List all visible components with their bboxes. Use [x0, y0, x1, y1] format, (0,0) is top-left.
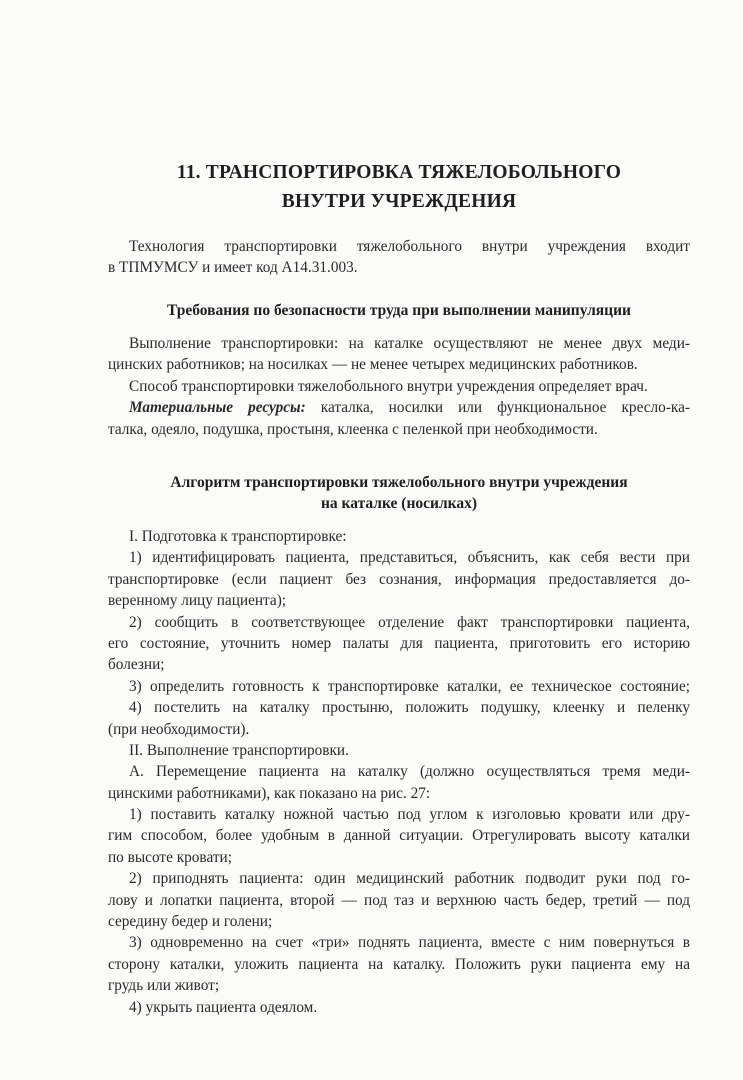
text-line: 1) идентифицировать пациента, представиться, объяснить, как себя вести при [129, 549, 690, 567]
text-line: Выполнение транспортировки: на каталке осуществляют не менее двух меди- [129, 335, 690, 352]
text-line: А. Перемещение пациента на каталку (должно осуществляться тремя меди- [129, 763, 690, 781]
text-line [108, 397, 690, 418]
safety-paragraph [108, 333, 690, 440]
text-line: его состояние, уточнить номер палаты для пациента, приготовить его историю [108, 634, 690, 652]
text-line: транспортировке (если пациент без сознания, информация предоставляется до- [108, 570, 690, 588]
text-line: болезни; [108, 656, 165, 674]
text-line: веренному лицу пациента); [108, 592, 287, 610]
text-line: 2) сообщить в соответствующее отделение факт транспортировки пациента, [129, 613, 690, 631]
text-line: 3) определить готовность к транспортировке каталки, ее техническое состояние; [129, 677, 690, 695]
text-line: гим способом, более удобным в данной ситуации. Отрегулировать высоту каталки [108, 827, 690, 845]
text-line: по высоте кровати; [108, 848, 232, 866]
text-line: цинскими работниками), как показано на рис. 27: [108, 784, 431, 802]
text-line: 4) постелить на каталку простыню, положить подушку, клеенку и пеленку [129, 699, 690, 717]
text-line: цинских работников; на носилках — не менее четырех медицинских работников. [108, 356, 638, 374]
resources-text: каталка, носилки или функциональное кресло-ка- [305, 399, 690, 417]
text-line: талка, одеяло, подушка, простыня, клеенка с пеленкой при необходимости. [108, 420, 598, 438]
text-line: середину бедер и голени; [108, 913, 273, 931]
text-line: 1) поставить каталку ножной частью под углом к изголовью кровати или дру- [129, 806, 690, 824]
algorithm-heading-line-2: на каталке (носилках) [321, 495, 477, 512]
algorithm-heading-line-1: Алгоритм транспортировки тяжелобольного внутри учреждения [170, 474, 628, 491]
safety-heading: Требования по безопасности труда при выполнении манипуляции [167, 302, 631, 319]
text-line: Способ транспортировки тяжелобольного внутри учреждения определяет врач. [129, 377, 648, 395]
chapter-title-line-2: ВНУТРИ УЧРЕЖДЕНИЯ [281, 191, 517, 212]
text-line: 4) укрыть пациента одеялом. [129, 998, 318, 1016]
text-line: 2) приподнять пациента: один медицинский работник подводит руки под го- [129, 870, 690, 888]
algorithm-heading [108, 472, 690, 514]
resources-label: Материальные ресурсы: [129, 399, 306, 417]
text-line: (при необходимости). [108, 720, 250, 738]
text-line: II. Выполнение транспортировки. [129, 741, 349, 759]
text-line: Технология транспортировки тяжелобольного внутри учреждения входит [129, 238, 690, 255]
text-line: сторону каталки, уложить пациента на каталку. Положить руки пациента ему на [108, 955, 690, 973]
chapter-title [108, 158, 690, 216]
text-line: 3) одновременно на счет «три» поднять пациента, вместе с ним повернуться в [129, 934, 690, 952]
intro-paragraph [108, 236, 690, 279]
text-line: грудь или живот; [108, 977, 220, 995]
chapter-title-line-1: 11. ТРАНСПОРТИРОВКА ТЯЖЕЛОБОЛЬНОГО [176, 162, 622, 183]
algorithm-body [108, 526, 690, 1018]
text-line: лову и лопатки пациента, второй — под таз и верхнюю часть бедер, третий — под [108, 891, 690, 909]
text-line: I. Подготовка к транспортировке: [129, 528, 347, 545]
text-line: в ТПМУМСУ и имеет код А14.31.003. [108, 259, 358, 277]
